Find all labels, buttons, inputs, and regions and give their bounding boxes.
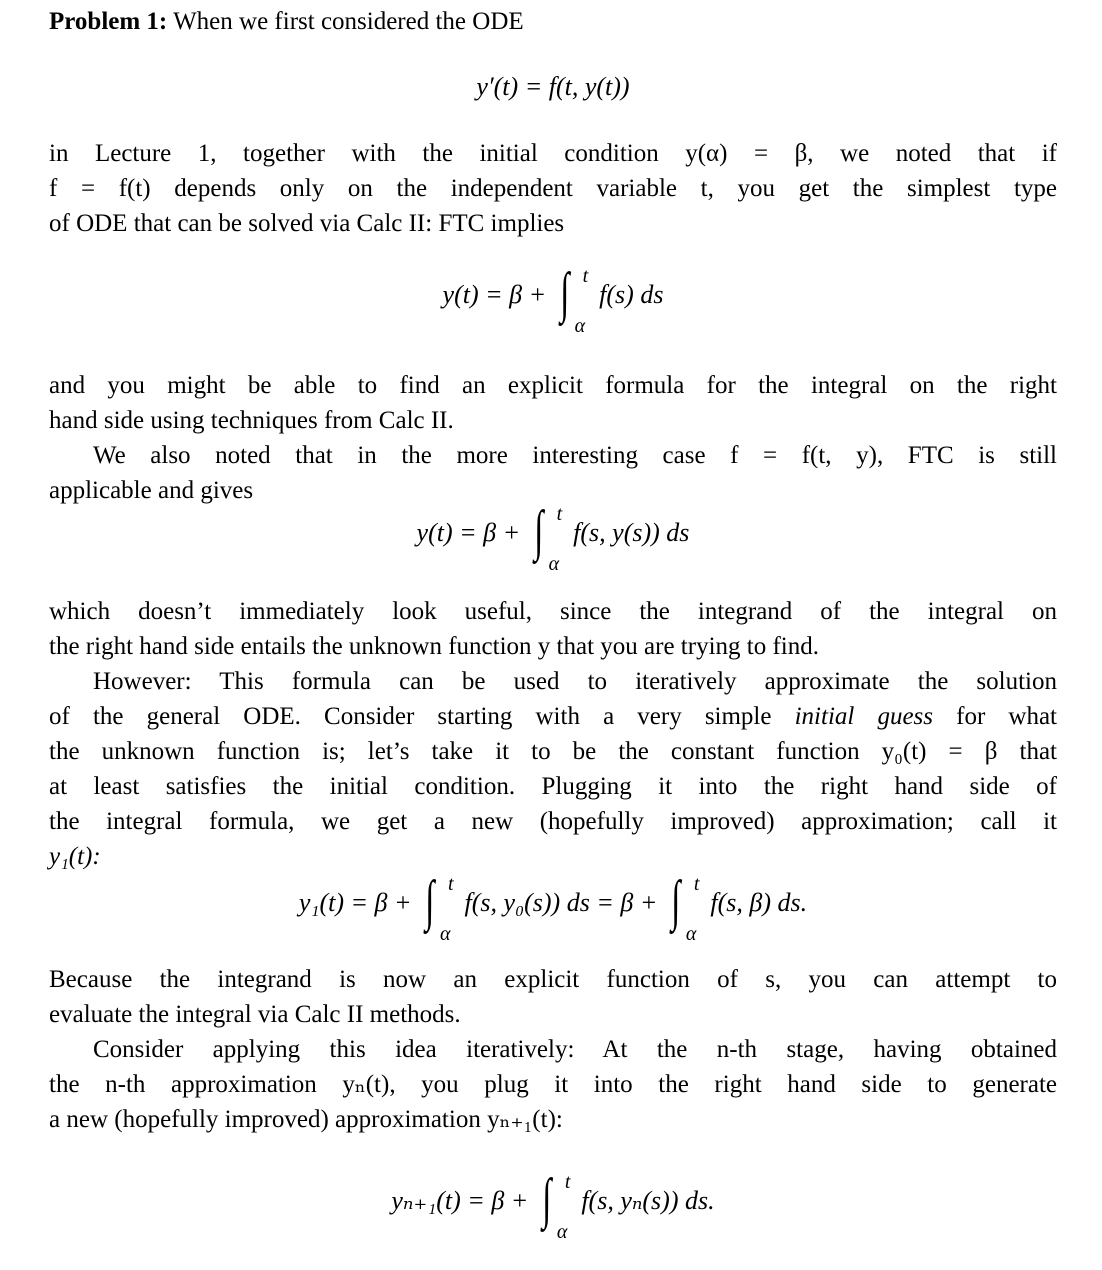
line: evaluate the integral via Calc II methods. — [49, 1001, 461, 1028]
line: at least satisfies the initial condition. Plugging it into the right hand side of — [49, 773, 1057, 800]
line: applicable and gives — [49, 477, 254, 504]
eq4-integrand-1: f(s, y₀(s)) ds = β + — [464, 888, 658, 917]
integral-symbol: ∫ — [425, 870, 435, 932]
line — [49, 699, 1057, 734]
upper-limit: t — [448, 873, 454, 895]
paragraph-lecture — [49, 136, 1057, 241]
paragraph-not-useful — [49, 594, 1057, 664]
paragraph-iterative — [49, 664, 1057, 874]
line: of ODE that can be solved via Calc II: FTC implies — [49, 210, 565, 237]
eq4-lhs: y₁(t) = β + — [298, 888, 412, 917]
paragraph-nth-stage — [49, 1032, 1057, 1137]
eq4-integrand-2: f(s, β) ds. — [710, 888, 808, 917]
integral-sign — [418, 870, 458, 945]
equation-ode: y′(t) = f(t, y(t)) — [476, 72, 630, 101]
equation-ftc-general — [49, 500, 1057, 575]
equation-first-iterate — [49, 870, 1057, 945]
problem-intro-text: When we first considered the ODE — [173, 8, 524, 35]
problem-heading: Problem 1: — [49, 8, 168, 35]
line: a new (hopefully improved) approximation yₙ₊₁(t): — [49, 1106, 563, 1133]
upper-limit: t — [556, 503, 563, 525]
lower-limit: α — [574, 315, 586, 337]
integral-symbol: ∫ — [559, 262, 569, 324]
integral-symbol: ∫ — [670, 870, 681, 932]
paragraph-explicit — [49, 368, 1057, 438]
paragraph-interesting-case — [49, 438, 1057, 508]
line: We also noted that in the more interesting case f = f(t, y), FTC is still — [93, 442, 1057, 469]
line: the unknown function is; let’s take it to be the constant function y₀(t) = β that — [49, 738, 1057, 765]
lower-limit: α — [548, 553, 560, 575]
line: y₁(t): — [49, 843, 101, 870]
paragraph-explicit-s — [49, 962, 1057, 1032]
line: Because the integrand is now an explicit function of s, you can attempt to — [49, 966, 1057, 993]
integral-sign — [535, 1168, 575, 1243]
problem-intro — [49, 4, 1057, 39]
line: However: This formula can be used to iteratively approximate the solution — [93, 668, 1057, 695]
upper-limit: t — [564, 1171, 571, 1193]
line: and you might be able to find an explicit formula for the integral on the right — [49, 372, 1057, 399]
equation-ftc-simple — [49, 262, 1057, 337]
eq3-lhs: y(t) = β + — [416, 518, 521, 547]
line: f = f(t) depends only on the independent variable t, you get the simplest type — [49, 175, 1057, 202]
line: the integral formula, we get a new (hopefully improved) approximation; call it — [49, 808, 1057, 835]
equation-nth-iterate — [49, 1168, 1057, 1243]
line: in Lecture 1, together with the initial condition y(α) = β, we noted that if — [49, 140, 1057, 167]
line: which doesn’t immediately look useful, since the integrand of the integral on — [49, 598, 1057, 625]
line-part: for what — [933, 703, 1057, 730]
integral-sign — [664, 870, 704, 945]
line: the right hand side entails the unknown function y that you are trying to find. — [49, 633, 819, 660]
line: the n-th approximation yₙ(t), you plug it into the right hand side to generate — [49, 1071, 1057, 1098]
eq3-integrand: f(s, y(s)) ds — [573, 518, 690, 547]
integral-sign — [527, 500, 567, 575]
upper-limit: t — [582, 265, 589, 287]
integral-symbol: ∫ — [533, 500, 543, 562]
lower-limit: α — [685, 923, 697, 945]
lower-limit: α — [440, 923, 451, 945]
integral-symbol: ∫ — [541, 1168, 552, 1230]
line-part: of the general ODE. Consider starting with a very simple — [49, 703, 795, 730]
line: hand side using techniques from Calc II. — [49, 407, 454, 434]
integral-sign — [553, 262, 593, 337]
emphasis-initial-guess: initial guess — [794, 703, 934, 730]
eq5-lhs: yₙ₊₁(t) = β + — [391, 1186, 529, 1215]
lower-limit: α — [556, 1221, 568, 1243]
upper-limit: t — [693, 873, 700, 895]
eq2-lhs: y(t) = β + — [442, 280, 547, 309]
eq2-integrand: f(s) ds — [599, 280, 664, 309]
line: Consider applying this idea iteratively: At the n-th stage, having obtained — [93, 1036, 1057, 1063]
eq5-integrand: f(s, yₙ(s)) ds. — [581, 1186, 715, 1215]
